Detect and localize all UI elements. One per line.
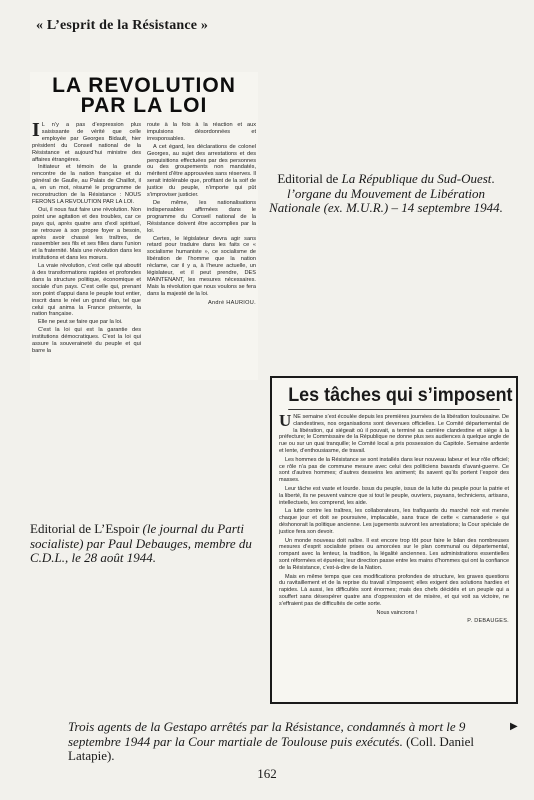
clipping-column-1 [32,122,141,356]
clipping-headline [30,76,258,116]
drop-cap: I [32,122,40,141]
caption-photo [68,720,508,764]
paragraph: Nous vaincrons ! [376,609,418,616]
paragraph: NE semaine s’est écoulée depuis les premières journées de la libération toulousaine. De clandestines, nos organisations sont devenues officielles. Le Comité départemental de la libération, qui siégeait où il pouvait, a terminé sa carrière clandestine et siège à la préfecture; le Commissaire de la République ne donne plus ses audiences à quelque angle de rue ou sur un quai tranquille; le Comité local a pris possession du Capitole. Semaine ardente et lente, d’enthousiasme, de travail. [279,414,509,454]
running-head: « L’esprit de la Résistance » [36,18,209,33]
caption-text: Editorial de [30,521,95,536]
caption-text: Editorial de [277,171,342,186]
drop-cap: U [279,411,292,430]
clipping-headline-line2: PAR LA LOI [80,94,208,117]
caption-newspaper-name: La République du Sud-Ouest [341,171,492,186]
paragraph: Initiateur et témoin de la grande rencontre de la nation française et du général de Gaulle, au Palais de Chaillot, il a, en un mot, résumé le programme de reconstruction de la Résistance : NOUS FERONS LA REVOLUTION PAR LA LOI. [32,164,141,205]
newspaper-clipping-taches [270,376,518,704]
paragraph: Certes, le législateur devra agir sans retard pour traduire dans les faits ce « socialisme humaniste », ce socialisme de libération de l’homme que la nation réclame, car il y a, à l’heure actuelle, un législateur, et il peut prendre, DES MAINTENANT, les mesures nécessaires. Mais la révolution que nous voulons se fera dans la majesté de la loi. [147,235,256,297]
caption-text: (le journal du Parti socialiste) par Paul Debauges, membre du C.D.L., le 28 août 1944. [30,521,252,565]
paragraph: L n’y a pas d’expression plus saisissante de vérité que celle employée par Georges Bidault, hier président du Conseil national de la Résistance et aujourd’hui ministre des affaires étrangères. [32,122,141,163]
paragraph: Oui, il nous faut faire une révolution. Non point une agitation et des troubles, car ce pays qui, après quatre ans d’exil spirituel, se retrouve à son propre foyer a besoin, après avoir chassé les traîtres, de rassembler ses fils et ses filles dans l’union et la fraternité. Mais une révolution dans les institutions et dans les mœurs. [32,206,141,262]
paragraph: C’est la loi qui est la garantie des institutions démocratiques. C’est la loi qui assure la souveraineté du peuple et qui barre la [32,327,141,354]
paragraph: route à la fois à la réaction et aux impulsions désordonnées et irresponsables. [147,122,256,142]
paragraph: Elle ne peut se faire que par la loi. [38,319,123,326]
caption-credit: (Coll. Daniel Latapie). [68,733,474,763]
clipping-headline: Les tâches qui s’imposent [288,384,500,410]
caption-text: l’organe du Mouvement de Libération Nationale (ex. M.U.R.) – 14 septembre 1944. [269,185,503,215]
paragraph: Leur tâche est vaste et lourde. Issus du peuple, issus de la lutte du peuple pour la patrie et la liberté, ils ne peuvent vaincre que si tout le peuple, ouvriers, paysans, techniciens, artisans, intellectuels, les comprend, les aide. [279,485,509,506]
clipping-signature: André HAURIOU. [207,299,256,306]
right-triangle-icon: ▶ [510,721,518,732]
caption-clipping-1 [268,172,504,216]
paragraph: La lutte contre les traîtres, les collaborateurs, les trafiquants du marché noir est menée chaque jour et doit se poursuivre, implacable, sans trace de cette « camaraderie » qui déshonorait la politique ancienne. Les jugements suivront les arrestations; la Cour spéciale de justice fera son devoir. [279,508,509,535]
paragraph: Mais en même temps que ces modifications profondes de structure, les graves questions du ravitaillement et de la reprise du travail s’imposent; elles exigent des solutions hardies et rapides. Là aussi, les difficultés sont énormes; mais des chefs décidés et un peuple qui a souffert sans désespérer quatre ans d’oppression et de misère, et qui voit sa victoire, ne s’effraient pas de difficultés de cette sorte. [279,573,509,607]
paragraph: De même, les nationalisations indispensables affirmées dans le programme du Conseil national de la Résistance doivent être accomplies par la loi. [147,199,256,234]
paragraph: La vraie révolution, c’est celle qui aboutit à des transformations rapides et profondes dans la structure politique, économique et sociale d’un pays. C’est celle qui, prenant son point d’appui dans le peuple tout entier, inscrit dans le réel un grand élan, tel que celui qui anima la France présente, la nation française. [32,263,141,318]
clipping-body [279,411,509,625]
newspaper-clipping-revolution [30,72,258,380]
paragraph: Les hommes de la Résistance se sont installés dans leur nouveau labeur et leur rôle officiel; ce rôle n’a pas de commune mesure avec celui des politiciens bavards d’avant-guerre. Ce sont d’autres hommes; d’autres desseins les animent; ils savent qu’ils portent l’espoir des masses. [279,456,509,484]
caption-text: . [491,171,495,186]
clipping-column-2 [147,122,256,356]
page-number: 162 [257,766,277,781]
paragraph: Un monde nouveau doit naître. Il est encore trop tôt pour faire le bilan des nombreuses mesures d’esprit socialiste prises ou amorcées sur le plan communal ou départemental, rompant avec la lenteur, la tradition, la légalité anciennes. Les administrations essentielles sont réformées et épurées; leur direction passe entre les mains d’hommes qui ont la confiance de la Résistance, c’est-à-dire de la Nation. [279,537,509,571]
caption-clipping-2 [30,522,258,566]
clipping-headline-line1: LA REVOLUTION [52,74,236,97]
paragraph: A cet égard, les déclarations de colonel Georges, au sujet des arrestations et des perquisitions effectuées par des personnes ou des groupements non mandatés, méritent d’être approuvées sans réserves. Il serait intolérable que, profitant de la soif de justice du peuple, n’importe qui pût s’improviser justicier. [147,143,256,199]
clipping-signature: P. DEBAUGES. [467,618,509,625]
caption-newspaper-name: L’Espoir [94,521,140,536]
caption-text: Trois agents de la Gestapo arrêtés par la Résistance, condamnés à mort le 9 septembre 1944 par la Cour martiale de Toulouse puis exécutés. [68,719,466,749]
